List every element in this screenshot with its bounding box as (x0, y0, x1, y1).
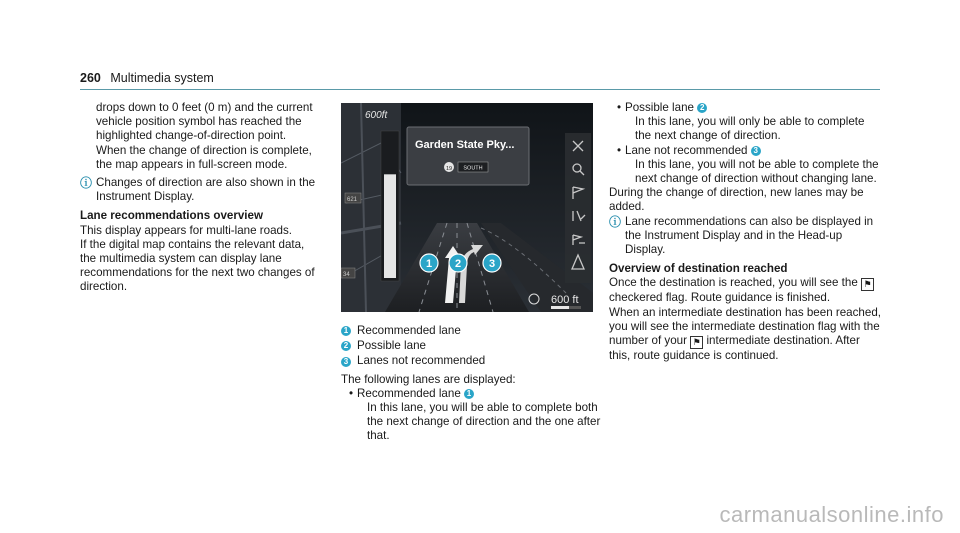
legend-item: 1 Recommended lane (341, 324, 603, 338)
info-text: Changes of direction are also shown in the Instrument Display. (96, 176, 316, 204)
bullet-text: In this lane, you will be able to complete both the next change of direction and the one after that. (367, 401, 601, 443)
header-rule (80, 89, 880, 90)
section-title: Multimedia system (110, 71, 214, 85)
navigation-display-figure (341, 103, 593, 312)
checkered-flag-icon: ⚑ (861, 278, 874, 291)
watermark: carmanualsonline.info (719, 502, 944, 527)
column-right (609, 101, 881, 363)
paragraph: When an intermediate destination has been reached, you will see the intermediate destination flag with the number of your ⚑ intermediate destination. After this, route guidance is continued. (609, 305, 881, 363)
info-text: Lane recommendations can also be displayed in the Instrument Display and in the Head-up Display. (625, 214, 874, 257)
paragraph: The following lanes are displayed: (341, 372, 516, 386)
paragraph: drops down to 0 feet (0 m) and the current vehicle position symbol has reached the highlighted change-of-direction point. (96, 101, 313, 143)
paragraph: If the digital map contains the relevant data, the multimedia system can display lane recommendations for the next two changes of direction. (80, 237, 315, 294)
distance-bar-fill (384, 174, 396, 278)
route-shield: 19 (445, 166, 453, 172)
direction-label: SOUTH (463, 165, 483, 172)
road-name: Garden State Pky... (415, 139, 515, 151)
bullet-item: • Recommended lane 1 (341, 387, 603, 401)
map-label: 621 (347, 197, 358, 203)
column-left (80, 101, 320, 295)
legend-item: 2 Possible lane (341, 339, 603, 353)
map-label: 34 (343, 272, 350, 278)
callout-number: 2 (341, 341, 351, 351)
info-note (80, 176, 320, 204)
svg-text:1: 1 (425, 258, 433, 270)
paragraph: During the change of direction, new lanes may be added. (609, 186, 864, 214)
svg-text:2: 2 (454, 258, 462, 270)
callout-number: 3 (341, 357, 351, 367)
section-heading: Overview of destination reached (609, 262, 788, 276)
info-icon: ⓘ (80, 176, 93, 191)
page-number: 260 (80, 71, 101, 85)
distance-top: 600ft (365, 110, 388, 121)
info-note (609, 215, 881, 258)
bullet-item: • Possible lane 2 (609, 101, 881, 115)
svg-text:3: 3 (488, 258, 496, 270)
distance-bottom: 600 ft (551, 294, 579, 306)
column-middle (341, 324, 603, 444)
paragraph: Once the destination is reached, you will see the ⚑ checkered flag. Route guidance is finished. (609, 276, 881, 305)
intermediate-flag-icon: ⚑ (690, 336, 703, 349)
legend-item: 3 Lanes not recommended (341, 354, 603, 368)
bullet-item: • Lane not recommended 3 (609, 144, 881, 158)
callout-number: 1 (341, 326, 351, 336)
bullet-text: In this lane, you will not be able to complete the next change of direction without changing lane. (635, 157, 879, 186)
lane-callouts (420, 254, 501, 272)
info-icon: ⓘ (609, 214, 622, 229)
paragraph: This display appears for multi-lane roads. (80, 223, 293, 237)
section-heading: Lane recommendations overview (80, 209, 263, 223)
page-header (80, 71, 214, 85)
paragraph: When the change of direction is complete, the map appears in full-screen mode. (96, 143, 312, 171)
bullet-text: In this lane, you will only be able to complete the next change of direction. (635, 115, 865, 143)
